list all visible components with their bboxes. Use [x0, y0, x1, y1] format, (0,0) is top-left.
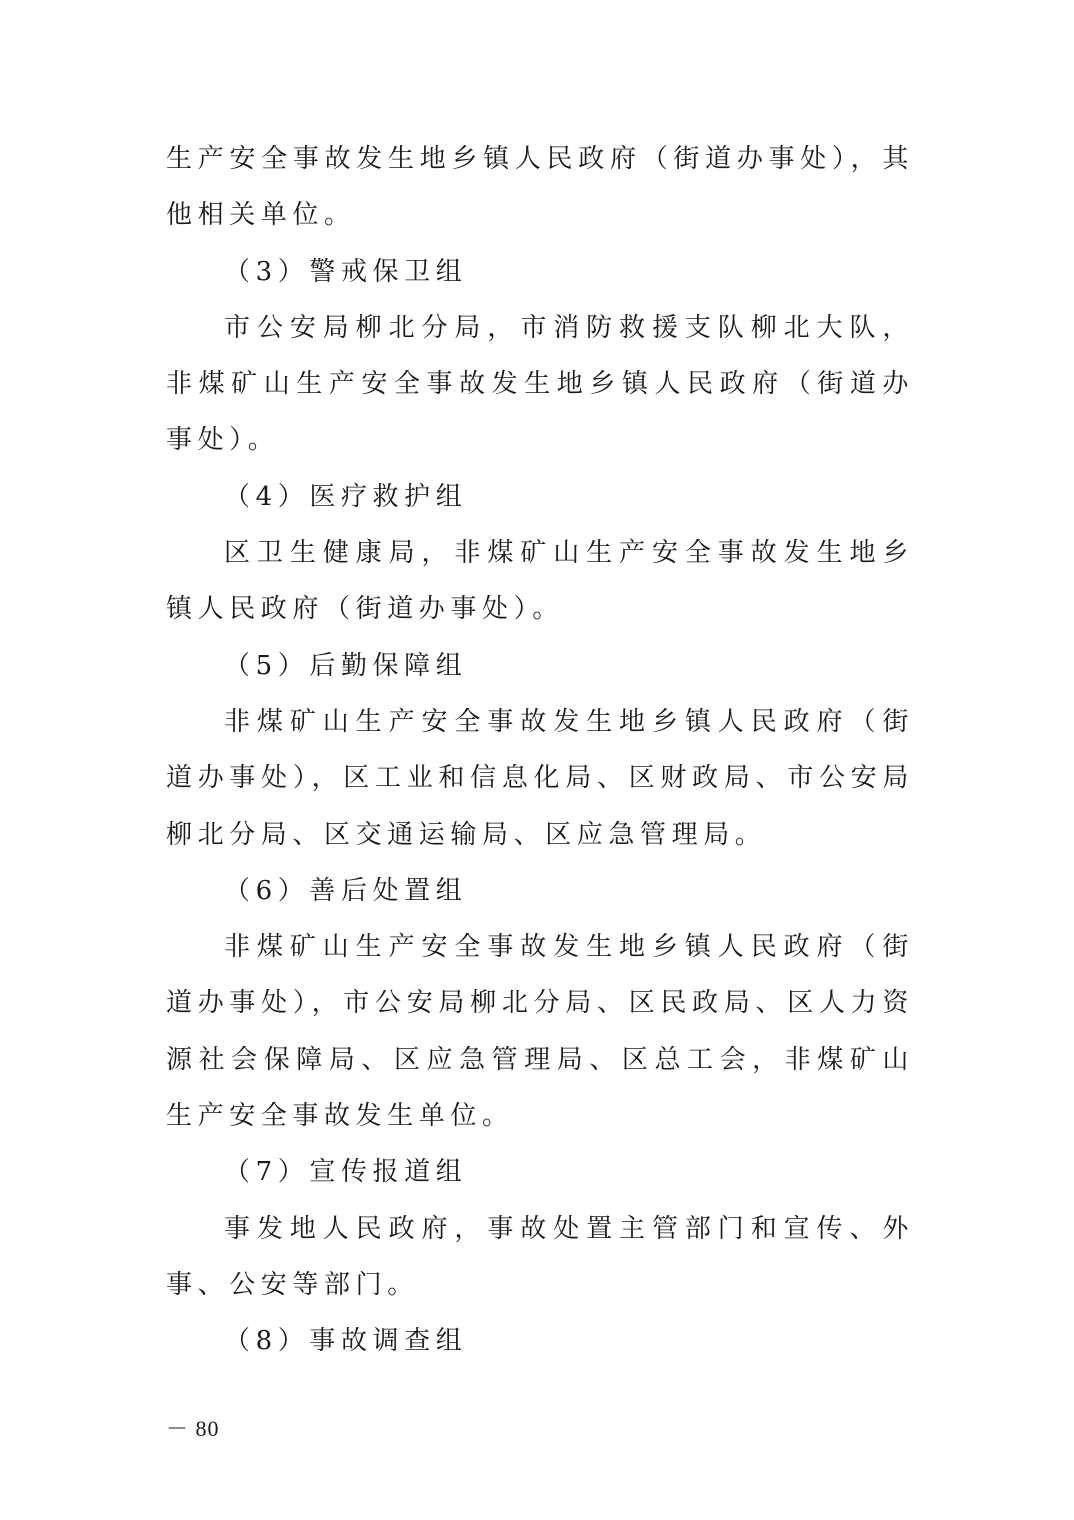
paragraph-publicity-units: 事发地人民政府，事故处置主管部门和宣传、外事、公安等部门。: [166, 1213, 914, 1300]
paragraph-security-units: 市公安局柳北分局，市消防救援支队柳北大队，非煤矿山生产安全事故发生地乡镇人民政府（街道办事处）。: [166, 312, 914, 456]
section-heading-publicity: （7）宣传报道组: [224, 1157, 468, 1188]
document-body: [166, 131, 914, 1370]
paragraph-continuation: 生产安全事故发生地乡镇人民政府（街道办事处），其他相关单位。: [166, 144, 914, 231]
paragraph-aftermath-units: 非煤矿山生产安全事故发生地乡镇人民政府（街道办事处），市公安局柳北分局、区民政局、区人力资源社会保障局、区应急管理局、区总工会，非煤矿山生产安全事故发生单位。: [166, 932, 914, 1132]
section-heading-aftermath: （6）善后处置组: [224, 875, 468, 906]
paragraph-logistics-units: 非煤矿山生产安全事故发生地乡镇人民政府（街道办事处），区工业和信息化局、区财政局、市公安局柳北分局、区交通运输局、区应急管理局。: [166, 706, 914, 850]
page-number: － 80: [166, 1416, 220, 1441]
section-heading-medical: （4）医疗救护组: [224, 481, 468, 512]
section-heading-logistics: （5）后勤保障组: [224, 650, 468, 681]
section-heading-security: （3）警戒保卫组: [224, 256, 468, 287]
paragraph-medical-units: 区卫生健康局，非煤矿山生产安全事故发生地乡镇人民政府（街道办事处）。: [166, 538, 914, 625]
section-heading-investigation: （8）事故调查组: [224, 1326, 468, 1357]
